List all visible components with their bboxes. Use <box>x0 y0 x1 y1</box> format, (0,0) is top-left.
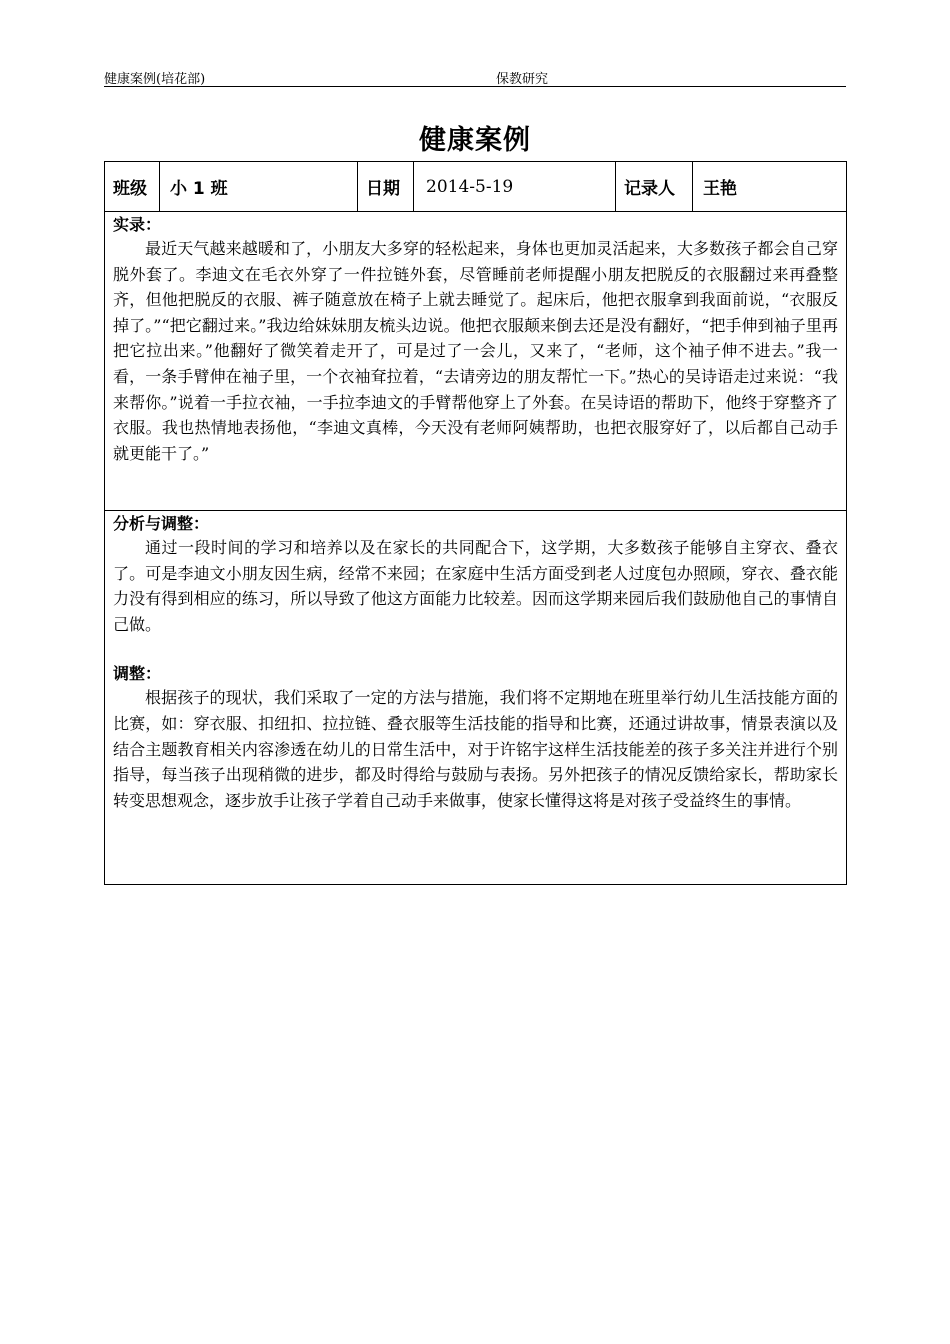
record-row <box>105 212 847 511</box>
record-section <box>105 212 847 511</box>
case-record-table <box>104 161 847 885</box>
header-center-text: 保教研究 <box>496 72 549 87</box>
analysis-row <box>105 511 847 885</box>
adjustment-heading: 调整： <box>113 664 162 684</box>
recorder-label: 记录人 <box>616 162 693 212</box>
info-row <box>105 162 847 212</box>
analysis-section <box>105 511 847 885</box>
date-value: 2014-5-19 <box>414 162 616 212</box>
page-header <box>104 64 846 87</box>
analysis-heading: 分析与调整： <box>113 514 210 533</box>
section-spacer <box>113 637 838 663</box>
adjustment-paragraph: 根据孩子的现状，我们采取了一定的方法与措施，我们将不定期地在班里举行幼儿生活技能方面的比赛，如：穿衣服、扣纽扣、拉拉链、叠衣服等生活技能的指导和比赛，还通过讲故事，情景表演以及结合主题教育相关内容渗透在幼儿的日常生活中，对于许铭宇这样生活技能差的孩子多关注并进行个别指导，每当孩子出现稍微的进步，都及时得给与鼓励与表扬。另外把孩子的情况反馈给家长，帮助家长转变思想观念，逐步放手让孩子学着自己动手来做事，使家长懂得这将是对孩子受益终生的事情。 <box>113 688 838 810</box>
header-left-text: 健康案例(培花部) <box>104 72 206 87</box>
recorder-value: 王艳 <box>693 162 847 212</box>
class-label: 班级 <box>105 162 160 212</box>
analysis-paragraph: 通过一段时间的学习和培养以及在家长的共同配合下，这学期，大多数孩子能够自主穿衣、叠衣了。可是李迪文小朋友因生病，经常不来园；在家庭中生活方面受到老人过度包办照顾，穿衣、叠衣能力没有得到相应的练习，所以导致了他这方面能力比较差。因而这学期来园后我们鼓励他自己的事情自己做。 <box>113 538 838 634</box>
document-title: 健康案例 <box>419 125 531 156</box>
record-heading: 实录： <box>113 215 162 234</box>
record-paragraph: 最近天气越来越暖和了，小朋友大多穿的轻松起来，身体也更加灵活起来，大多数孩子都会自己穿脱外套了。李迪文在毛衣外穿了一件拉链外套，尽管睡前老师提醒小朋友把脱反的衣服翻过来再叠整齐，但他把脱反的衣服、裤子随意放在椅子上就去睡觉了。起床后，他把衣服拿到我面前说，“衣服反掉了。”“把它翻过来。”我边给妹妹朋友梳头边说。他把衣服颠来倒去还是没有翻好，“把手伸到袖子里再把它拉出来。”他翻好了微笑着走开了，可是过了一会儿，又来了，“老师，这个袖子伸不进去。”我一看，一条手臂伸在袖子里，一个衣袖耷拉着，“去请旁边的朋友帮忙一下。”热心的吴诗语走过来说：“我来帮你。”说着一手拉衣袖，一手拉李迪文的手臂帮他穿上了外套。在吴诗语的帮助下，他终于穿整齐了衣服。我也热情地表扬他，“李迪文真棒，今天没有老师阿姨帮助，也把衣服穿好了，以后都自己动手就更能干了。” <box>113 239 838 463</box>
class-value: 小 1 班 <box>160 162 358 212</box>
date-label: 日期 <box>358 162 414 212</box>
